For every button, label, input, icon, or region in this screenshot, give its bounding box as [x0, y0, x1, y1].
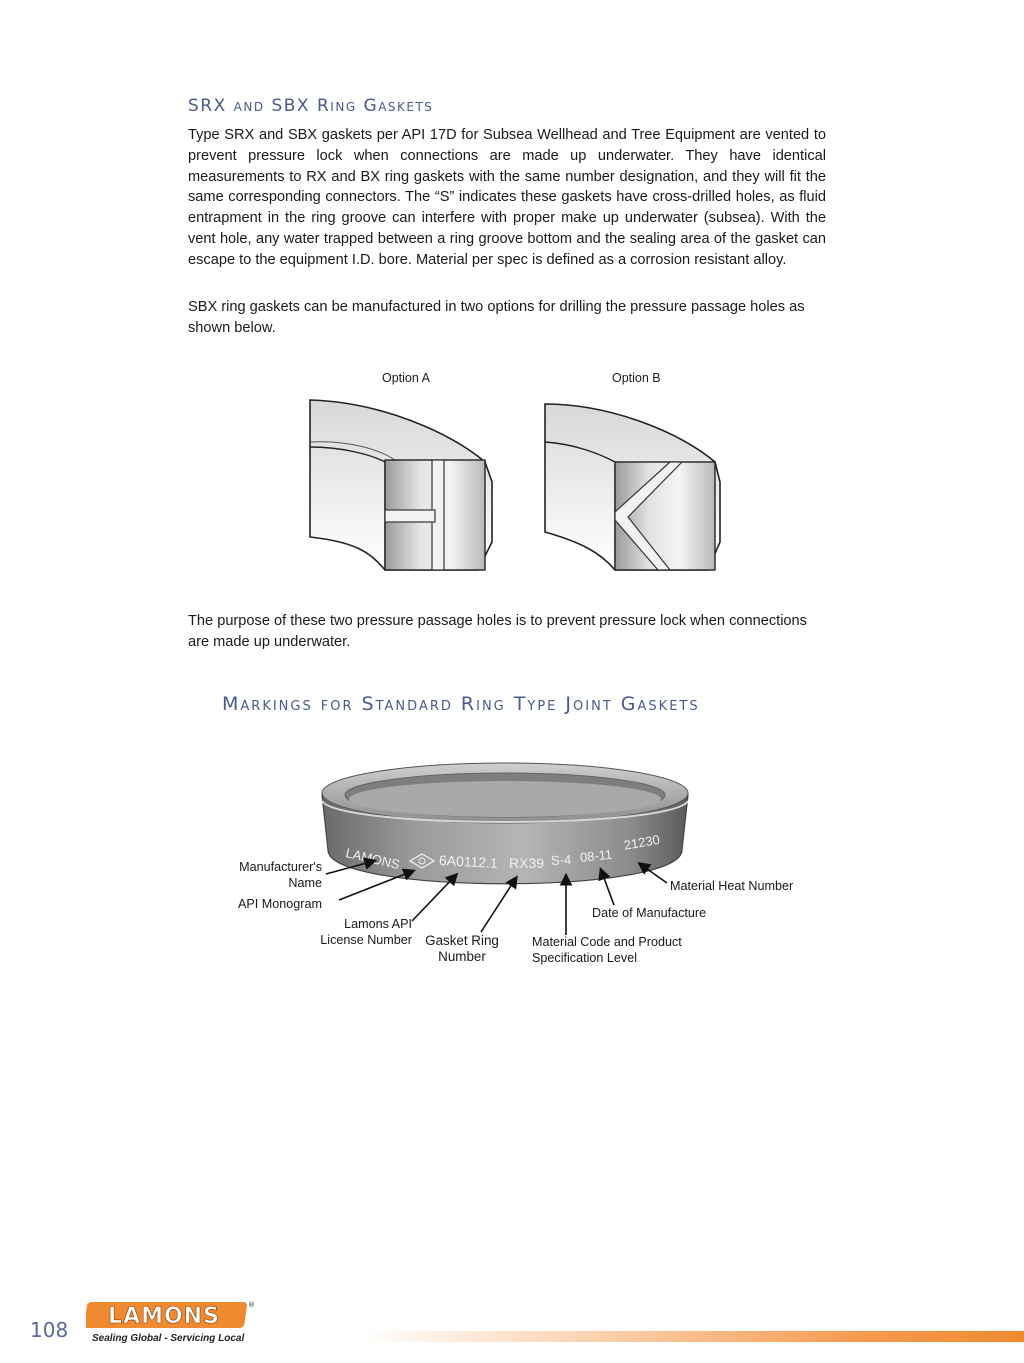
svg-text:LAMONS: LAMONS — [108, 1304, 220, 1329]
footer-tagline: Sealing Global - Servicing Local — [92, 1333, 245, 1344]
option-b-label: Option B — [612, 371, 661, 385]
callout-material-heat-number: Material Heat Number — [670, 879, 794, 893]
section-heading-srx-sbx: SRX and SBX Ring Gaskets — [188, 96, 434, 116]
ring-text-license: 6A0112.1 — [438, 852, 499, 872]
callout-api-monogram: API Monogram — [238, 897, 322, 911]
callout-material-code: Material Code and Product Specification Level — [532, 935, 682, 965]
ring-text-manufacturer: LAMONS — [344, 845, 402, 873]
lamons-logo — [86, 1298, 256, 1332]
ring-text-ring-number: RX39 — [509, 855, 545, 871]
footer-accent-bar — [360, 1331, 1024, 1342]
sbx-options-paragraph: SBX ring gaskets can be manufactured in two options for drilling the pressure passage holes as shown below. — [188, 299, 805, 336]
callout-manufacturers-name: Manufacturer's Name — [239, 860, 322, 890]
srx-description-paragraph: Type SRX and SBX gaskets per API 17D for Subsea Wellhead and Tree Equipment are vented to prevent pressure lock when connections are made up underwater. They have identical measurements to RX and BX ring gaskets with the same number designation, and they will fit the same corresponding connectors. The “S” indicates these gaskets have cross-drilled holes, as fluid entrapment in the ring groove can interfere with proper make up underwater (subsea). With the vent hole, any water trapped between a ring groove bottom and the sealing area of the gasket can escape to the equipment I.D. bore. Material per spec is defined as a corrosion resistant alloy. — [188, 127, 826, 268]
callout-license-number: Lamons API License Number — [320, 917, 412, 947]
option-a-label: Option A — [382, 371, 430, 385]
ring-text-material: S-4 — [550, 851, 572, 868]
ring-text-heat: 21230 — [622, 831, 661, 853]
svg-text:®: ® — [248, 1301, 255, 1309]
ring-text-date: 08-11 — [579, 846, 613, 865]
purpose-paragraph: The purpose of these two pressure passage holes is to prevent pressure lock when connections are made up underwater. — [188, 613, 807, 650]
page-number: 108 — [30, 1318, 69, 1342]
callout-gasket-ring-number: Gasket Ring Number — [425, 933, 499, 964]
section-heading-markings: Markings for Standard Ring Type Joint Gaskets — [222, 693, 700, 715]
callout-date-of-manufacture: Date of Manufacture — [592, 906, 707, 920]
